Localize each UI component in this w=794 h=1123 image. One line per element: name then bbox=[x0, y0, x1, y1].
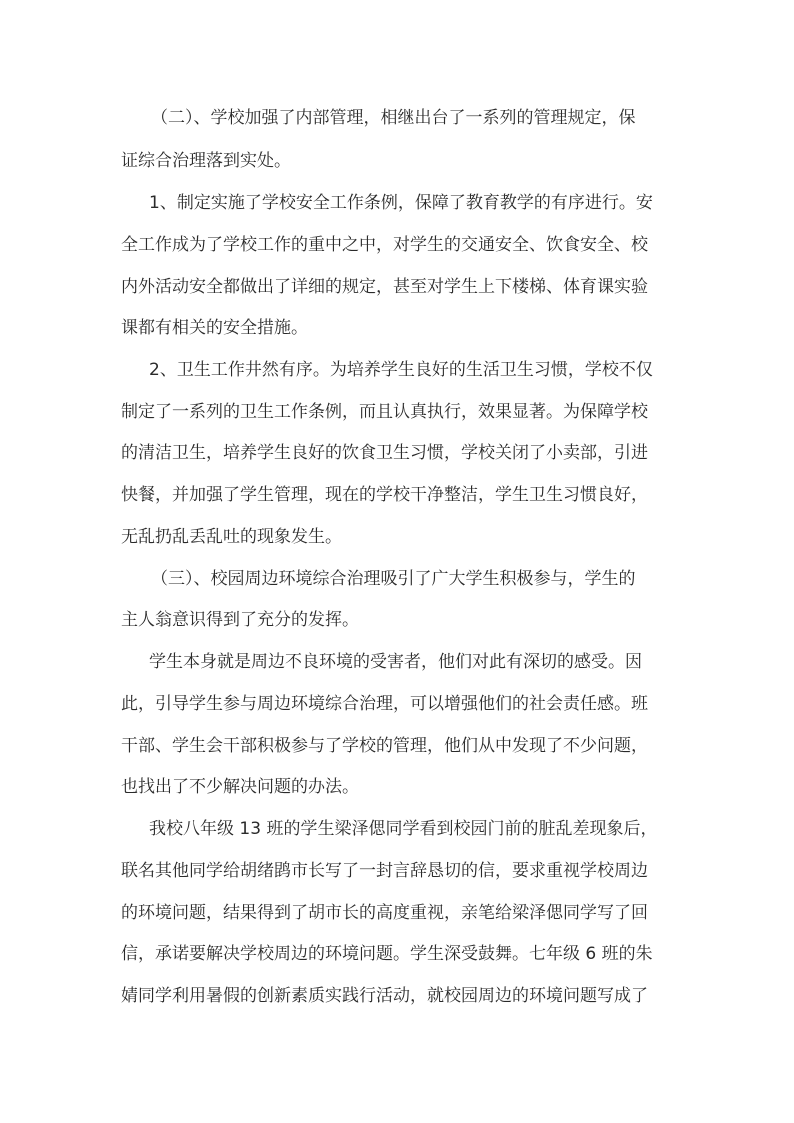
text-line: 的环境问题，结果得到了胡市长的高度重视，亲笔给梁泽偲同学写了回 bbox=[121, 903, 648, 923]
text-line: 内外活动安全都做出了详细的规定，甚至对学生上下楼梯、体育课实验 bbox=[121, 277, 648, 297]
text-line: 学生本身就是周边不良环境的受害者，他们对此有深切的感受。因 bbox=[149, 652, 642, 672]
text-line: 无乱扔乱丢乱吐的现象发生。 bbox=[121, 527, 342, 547]
text-line: 全工作成为了学校工作的重中之中，对学生的交通安全、饮食安全、校 bbox=[121, 235, 648, 255]
text-line: 2、卫生工作井然有序。为培养学生良好的生活卫生习惯，学校不仅 bbox=[149, 360, 653, 380]
text-line: 快餐，并加强了学生管理，现在的学校干净整洁，学生卫生习惯良好， bbox=[121, 485, 648, 505]
text-line: 的清洁卫生，培养学生良好的饮食卫生习惯，学校关闭了小卖部，引进 bbox=[121, 443, 648, 463]
text-line: 也找出了不少解决问题的办法。 bbox=[121, 777, 359, 797]
text-line: 1、制定实施了学校安全工作条例，保障了教育教学的有序进行。安 bbox=[149, 193, 653, 213]
text-line: （二）、学校加强了内部管理，相继出台了一系列的管理规定，保 bbox=[151, 108, 636, 128]
text-line: 主人翁意识得到了充分的发挥。 bbox=[121, 610, 359, 630]
text-line: 联名其他同学给胡绪鹍市长写了一封言辞恳切的信，要求重视学校周边 bbox=[121, 861, 648, 881]
text-line: （三）、校园周边环境综合治理吸引了广大学生积极参与，学生的 bbox=[151, 569, 636, 589]
text-line: 干部、学生会干部积极参与了学校的管理，他们从中发现了不少问题， bbox=[121, 736, 648, 756]
text-line: 信，承诺要解决学校周边的环境问题。学生深受鼓舞。七年级 6 班的朱 bbox=[121, 944, 653, 964]
text-line: 制定了一系列的卫生工作条例，而且认真执行，效果显著。为保障学校 bbox=[121, 402, 648, 422]
text-line: 此，引导学生参与周边环境综合治理，可以增强他们的社会责任感。班 bbox=[121, 694, 648, 714]
text-line: 我校八年级 13 班的学生梁泽偲同学看到校园门前的脏乱差现象后， bbox=[149, 819, 658, 839]
text-line: 课都有相关的安全措施。 bbox=[121, 318, 308, 338]
text-line: 证综合治理落到实处。 bbox=[121, 151, 291, 171]
text-line: 婧同学利用暑假的创新素质实践行活动，就校园周边的环境问题写成了 bbox=[121, 986, 648, 1006]
